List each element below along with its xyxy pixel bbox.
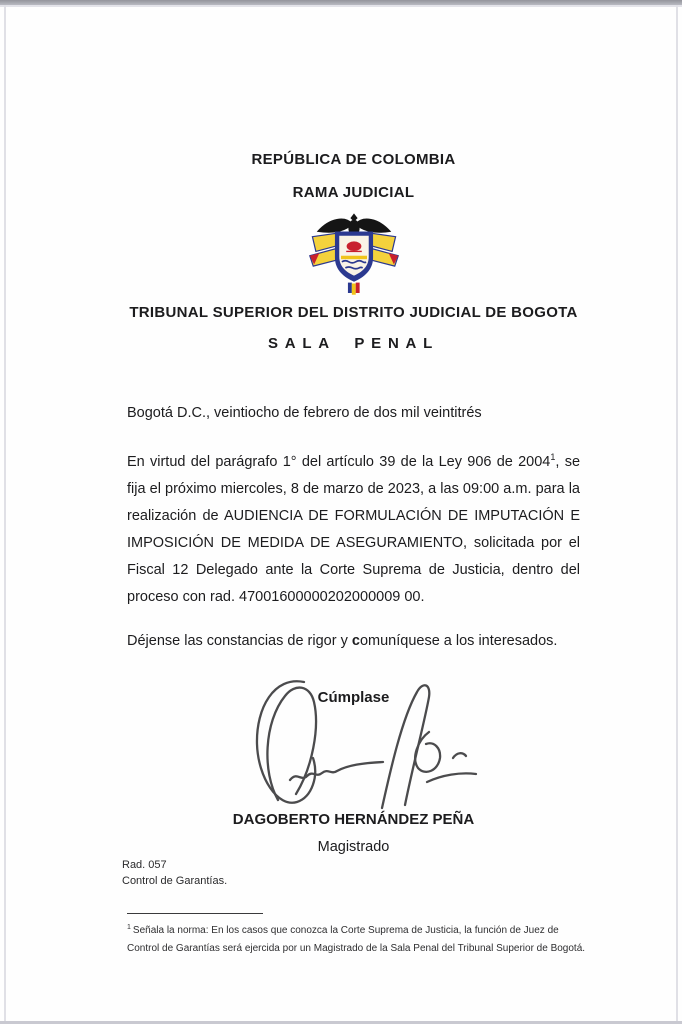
footnote-text: Señala la norma: En los casos que conozca la Corte Suprema de Justicia, la función de Juez de Control de Garantías será ejercida por un Magistrado de la Sala Penal del Tribunal Superior de Bogotá.	[127, 925, 586, 954]
footnote	[127, 922, 589, 958]
case-reference-block	[122, 857, 422, 889]
judicial-branch-title: RAMA JUDICIAL	[292, 184, 415, 201]
magistrate-name: DAGOBERTO HERNÁNDEZ PEÑA	[232, 811, 475, 828]
control-garantias-label: Control de Garantías.	[122, 875, 228, 887]
coat-of-arms-container	[127, 210, 580, 298]
closing-text-end: omuníquese a los interesados.	[359, 633, 558, 649]
magistrate-title: Magistrado	[317, 839, 390, 855]
tribunal-title: TRIBUNAL SUPERIOR DEL DISTRITO JUDICIAL DE BOGOTA	[129, 304, 578, 321]
order-paragraph	[127, 449, 580, 611]
paragraph-text-start: En virtud del parágrafo 1° del artículo 39 de la Ley 906 de 2004	[127, 454, 551, 470]
footnote-separator	[127, 913, 263, 914]
republic-title: REPÚBLICA DE COLOMBIA	[251, 151, 456, 168]
footnote-marker: 1	[127, 923, 131, 931]
dateline: Bogotá D.C., veintiocho de febrero de dos mil veintitrés	[127, 405, 482, 421]
paragraph-text-end: , se fija el próximo miercoles, 8 de marzo de 2023, a las 09:00 a.m. para la realización de AUDIENCIA DE FORMULACIÓN DE IMPUTACIÓN E IMPOSICIÓN DE MEDIDA DE ASEGURAMIENTO, solicitada por el Fiscal 12 Delegado ante la Corte Suprema de Justicia, dentro del proceso con rad. 47001600000202000009 00.	[127, 454, 581, 605]
sala-penal-title: SALA PENAL	[267, 335, 440, 352]
cumplase-order: Cúmplase	[317, 689, 390, 706]
closing-text-start: Déjense las constancias de rigor y	[127, 633, 352, 649]
footnote-reference: 1	[550, 452, 556, 463]
rad-number: Rad. 057	[122, 859, 167, 871]
closing-sentence	[127, 628, 580, 655]
closing-bold-letter: c	[351, 633, 360, 649]
colombia-coat-of-arms-icon	[302, 210, 406, 298]
